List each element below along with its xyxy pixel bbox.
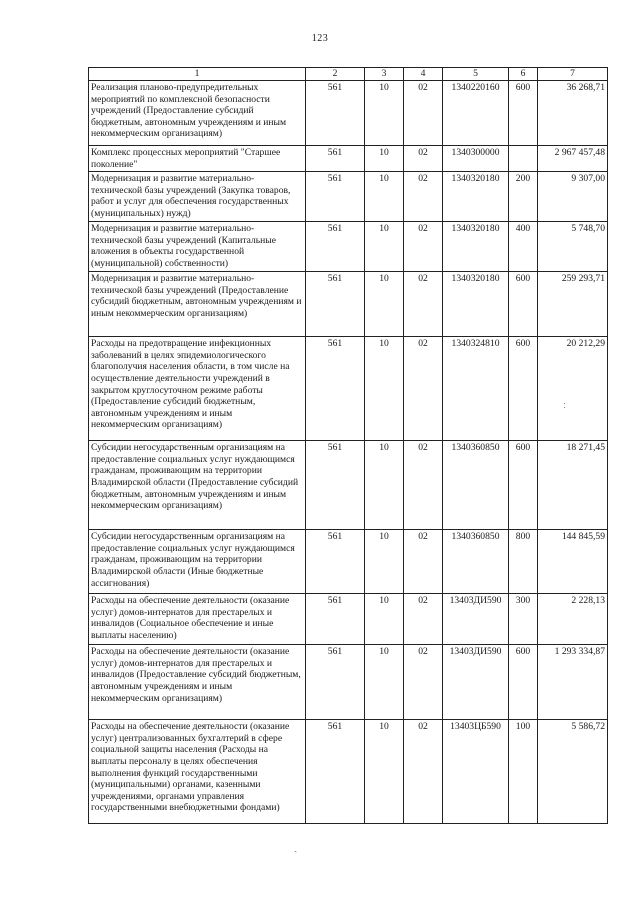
cell-c6: 800 (509, 530, 538, 594)
table-row (89, 594, 608, 645)
column-header: 6 (509, 68, 538, 81)
scan-mark: ˏ (294, 842, 298, 853)
row-name-cell: Реализация планово-предупредительных мероприятий по комплексной безопасности учреждений (Предоставление субсидий бюджетным, автономным учреждениям и иным некоммерческим организациям) (89, 81, 306, 146)
cell-c3: 10 (365, 530, 404, 594)
column-header: 1 (89, 68, 306, 81)
cell-c3: 10 (365, 172, 404, 222)
cell-c5: 1340320180 (443, 272, 509, 337)
table-row (89, 222, 608, 272)
cell-c4: 02 (404, 222, 443, 272)
cell-c7: 5 748,70 (538, 222, 608, 272)
cell-c3: 10 (365, 146, 404, 172)
cell-c4: 02 (404, 530, 443, 594)
cell-c5: 1340220160 (443, 81, 509, 146)
table-row (89, 645, 608, 720)
cell-c3: 10 (365, 272, 404, 337)
column-header: 2 (306, 68, 365, 81)
cell-c7: 144 845,59 (538, 530, 608, 594)
row-name-cell: Субсидии негосударственным организациям на предоставление социальных услуг нуждающимся гражданам, проживающим на территории Владимирской области (Иные бюджетные ассигнования) (89, 530, 306, 594)
cell-c4: 02 (404, 441, 443, 530)
table-row (89, 146, 608, 172)
cell-c5: 1340360850 (443, 530, 509, 594)
cell-c2: 561 (306, 645, 365, 720)
column-header: 3 (365, 68, 404, 81)
table-row (89, 81, 608, 146)
cell-c4: 02 (404, 146, 443, 172)
cell-c5: 13403ЦБ590 (443, 720, 509, 824)
cell-c2: 561 (306, 81, 365, 146)
cell-c3: 10 (365, 441, 404, 530)
cell-c6: 200 (509, 172, 538, 222)
row-name-cell: Модернизация и развитие материально-технической базы учреждений (Закупка товаров, работ и услуг для обеспечения государственных (муниципальных) нужд) (89, 172, 306, 222)
cell-c3: 10 (365, 222, 404, 272)
row-name-cell: Расходы на предотвращение инфекционных заболеваний в целях эпидемиологического благополучия населения области, в том числе на осуществление деятельности учреждений в закрытом круглосуточном режиме работы (Предоставление субсидий бюджетным, автономным учреждениям и иным некоммерческим организациям) (89, 337, 306, 441)
row-name-cell: Расходы на обеспечение деятельности (оказание услуг) централизованных бухгалтерий в сфере социальной защиты населения (Расходы на выплаты персоналу в целях обеспечения выполнения функций государственными (муниципальными) органами, казенными учреждениями, органами управления государственными внебюджетными фондами) (89, 720, 306, 824)
table-row (89, 720, 608, 824)
cell-c7: 2 228,13 (538, 594, 608, 645)
cell-c2: 561 (306, 146, 365, 172)
cell-c6: 600 (509, 441, 538, 530)
cell-c6: 400 (509, 222, 538, 272)
cell-c5: 1340320180 (443, 222, 509, 272)
cell-c6: 100 (509, 720, 538, 824)
cell-c4: 02 (404, 720, 443, 824)
cell-c2: 561 (306, 172, 365, 222)
table-row (89, 337, 608, 441)
table-header-row (89, 68, 608, 81)
cell-c7: 36 268,71 (538, 81, 608, 146)
cell-c6: 600 (509, 337, 538, 441)
cell-c7: 1 293 334,87 (538, 645, 608, 720)
cell-c5: 1340320180 (443, 172, 509, 222)
cell-c3: 10 (365, 720, 404, 824)
row-name-cell: Расходы на обеспечение деятельности (оказание услуг) домов-интернатов для престарелых и инвалидов (Предоставление субсидий бюджетным, автономным учреждениям и иным некоммерческим организациям) (89, 645, 306, 720)
row-name-cell: Модернизация и развитие материально-технической базы учреждений (Капитальные вложения в объекты государственной (муниципальной) собственности) (89, 222, 306, 272)
cell-c2: 561 (306, 594, 365, 645)
cell-c4: 02 (404, 337, 443, 441)
cell-c6: 600 (509, 272, 538, 337)
page-number: 123 (311, 33, 329, 44)
cell-c7: 259 293,71 (538, 272, 608, 337)
cell-c7: 2 967 457,48 (538, 146, 608, 172)
column-header: 4 (404, 68, 443, 81)
cell-c3: 10 (365, 594, 404, 645)
cell-c5: 1340300000 (443, 146, 509, 172)
cell-c7: 18 271,45 (538, 441, 608, 530)
row-name-cell: Комплекс процессных мероприятий "Старшее поколение" (89, 146, 306, 172)
cell-c7: 5 586,72 (538, 720, 608, 824)
cell-c4: 02 (404, 594, 443, 645)
column-header: 5 (443, 68, 509, 81)
cell-c3: 10 (365, 81, 404, 146)
cell-c4: 02 (404, 81, 443, 146)
cell-c3: 10 (365, 645, 404, 720)
cell-c5: 1340324810 (443, 337, 509, 441)
scan-mark: ː (563, 400, 566, 411)
cell-c2: 561 (306, 272, 365, 337)
cell-c7: 9 307,00 (538, 172, 608, 222)
cell-c4: 02 (404, 272, 443, 337)
cell-c5: 13403ДИ590 (443, 594, 509, 645)
cell-c7: 20 212,29 (538, 337, 608, 441)
row-name-cell: Субсидии негосударственным организациям на предоставление социальных услуг нуждающимся гражданам, проживающим на территории Владимирской области (Предоставление субсидий бюджетным, автономным учреждениям и иным некоммерческим организациям) (89, 441, 306, 530)
cell-c5: 1340360850 (443, 441, 509, 530)
cell-c2: 561 (306, 530, 365, 594)
cell-c2: 561 (306, 222, 365, 272)
row-name-cell: Расходы на обеспечение деятельности (оказание услуг) домов-интернатов для престарелых и инвалидов (Социальное обеспечение и иные выплаты населению) (89, 594, 306, 645)
cell-c2: 561 (306, 441, 365, 530)
cell-c4: 02 (404, 172, 443, 222)
cell-c5: 13403ДИ590 (443, 645, 509, 720)
column-header: 7 (538, 68, 608, 81)
cell-c6 (509, 146, 538, 172)
table-row (89, 530, 608, 594)
cell-c6: 600 (509, 645, 538, 720)
cell-c3: 10 (365, 337, 404, 441)
table-row (89, 172, 608, 222)
cell-c4: 02 (404, 645, 443, 720)
cell-c2: 561 (306, 720, 365, 824)
cell-c6: 300 (509, 594, 538, 645)
table-row (89, 441, 608, 530)
cell-c2: 561 (306, 337, 365, 441)
table-row (89, 272, 608, 337)
cell-c6: 600 (509, 81, 538, 146)
budget-table (88, 67, 608, 824)
row-name-cell: Модернизация и развитие материально-технической базы учреждений (Предоставление субсидий бюджетным, автономным учреждениям и иным некоммерческим организациям) (89, 272, 306, 337)
